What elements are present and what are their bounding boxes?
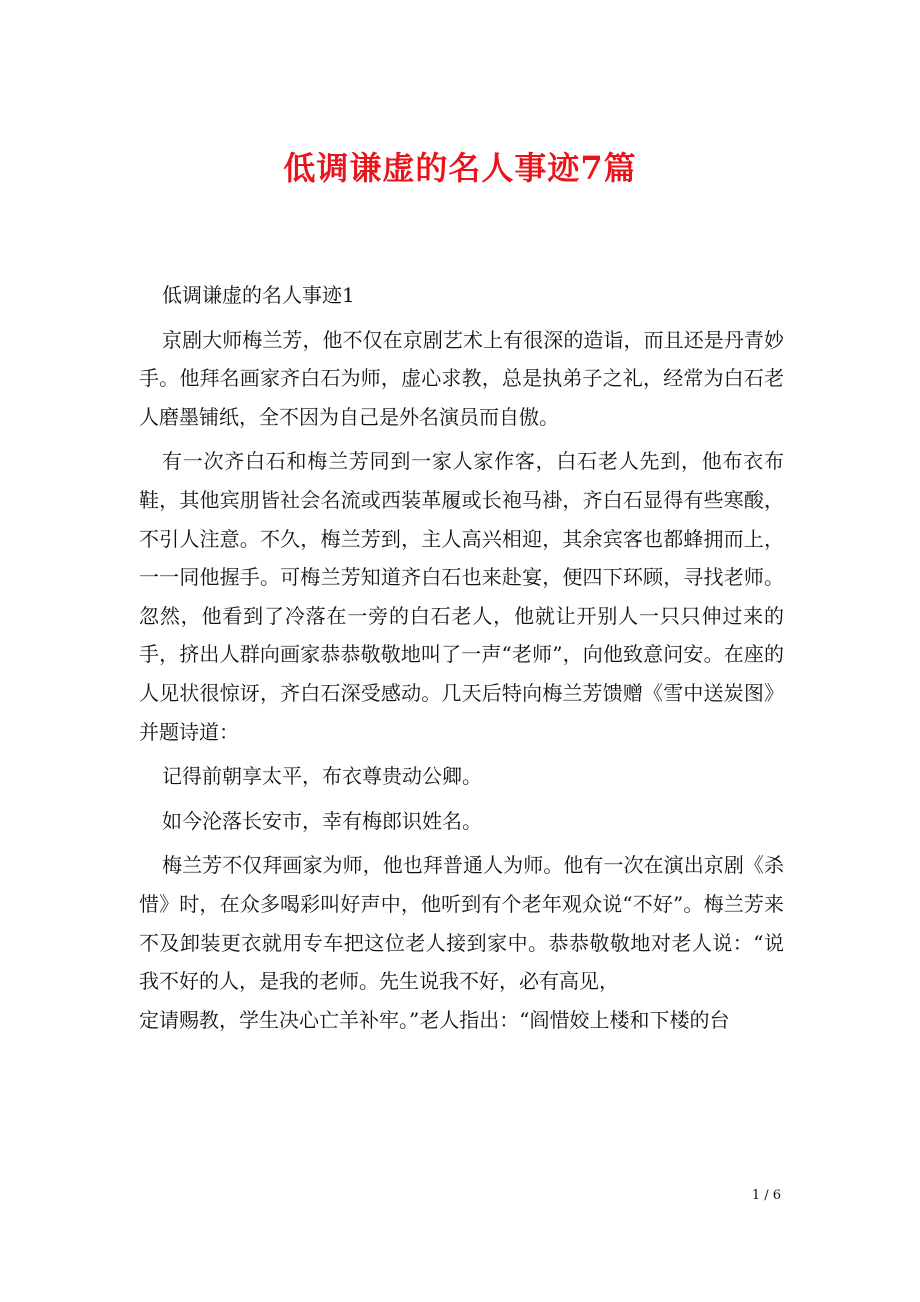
document-title: 低调谦虚的名人事迹7篇 — [283, 149, 637, 187]
paragraph: 有一次齐白石和梅兰芳同到一家人家作客，白石老人先到，他布衣布鞋，其他宾朋皆社会名流或西装革履或长袍马褂，齐白石显得有些寒酸，不引人注意。不久，梅兰芳到，主人高兴相迎，其余宾客也都蜂拥而上，一一同他握手。可梅兰芳知道齐白石也来赴宴，便四下环顾，寻找老师。忽然，他看到了冷落在一旁的白石老人，他就让开别人一只只伸过来的手，挤出人群向画家恭恭敬敬地叫了一声“老师”，向他致意问安。在座的人见状很惊讶，齐白石深受感动。几天后特向梅兰芳馈赠《雪中送炭图》并题诗道： — [139, 449, 784, 744]
section-heading: 低调谦虚的名人事迹1 — [162, 283, 355, 307]
paragraph: 梅兰芳不仅拜画家为师，他也拜普通人为师。他有一次在演出京剧《杀惜》时，在众多喝彩叫好声中，他听到有个老年观众说“不好”。梅兰芳来不及卸装更衣就用专车把这位老人接到家中。恭恭敬敬地对老人说：“说我不好的人，是我的老师。先生说我不好，必有高见， 定请赐教，学生决心亡羊补牢。”老人指出：“阎惜姣上楼和下楼的台 — [139, 853, 784, 1032]
page-number: 1 / 6 — [751, 1188, 781, 1203]
paragraph: 京剧大师梅兰芳，他不仅在京剧艺术上有很深的造诣，而且还是丹青妙手。他拜名画家齐白石为师，虚心求教，总是执弟子之礼，经常为白石老人磨墨铺纸，全不因为自己是外名演员而自傲。 — [139, 327, 784, 429]
document-body — [139, 276, 784, 1045]
poem-line: 记得前朝享太平，布衣尊贵动公卿。 — [162, 764, 482, 789]
poem-line: 如今沦落长安市，幸有梅郎识姓名。 — [162, 808, 482, 833]
